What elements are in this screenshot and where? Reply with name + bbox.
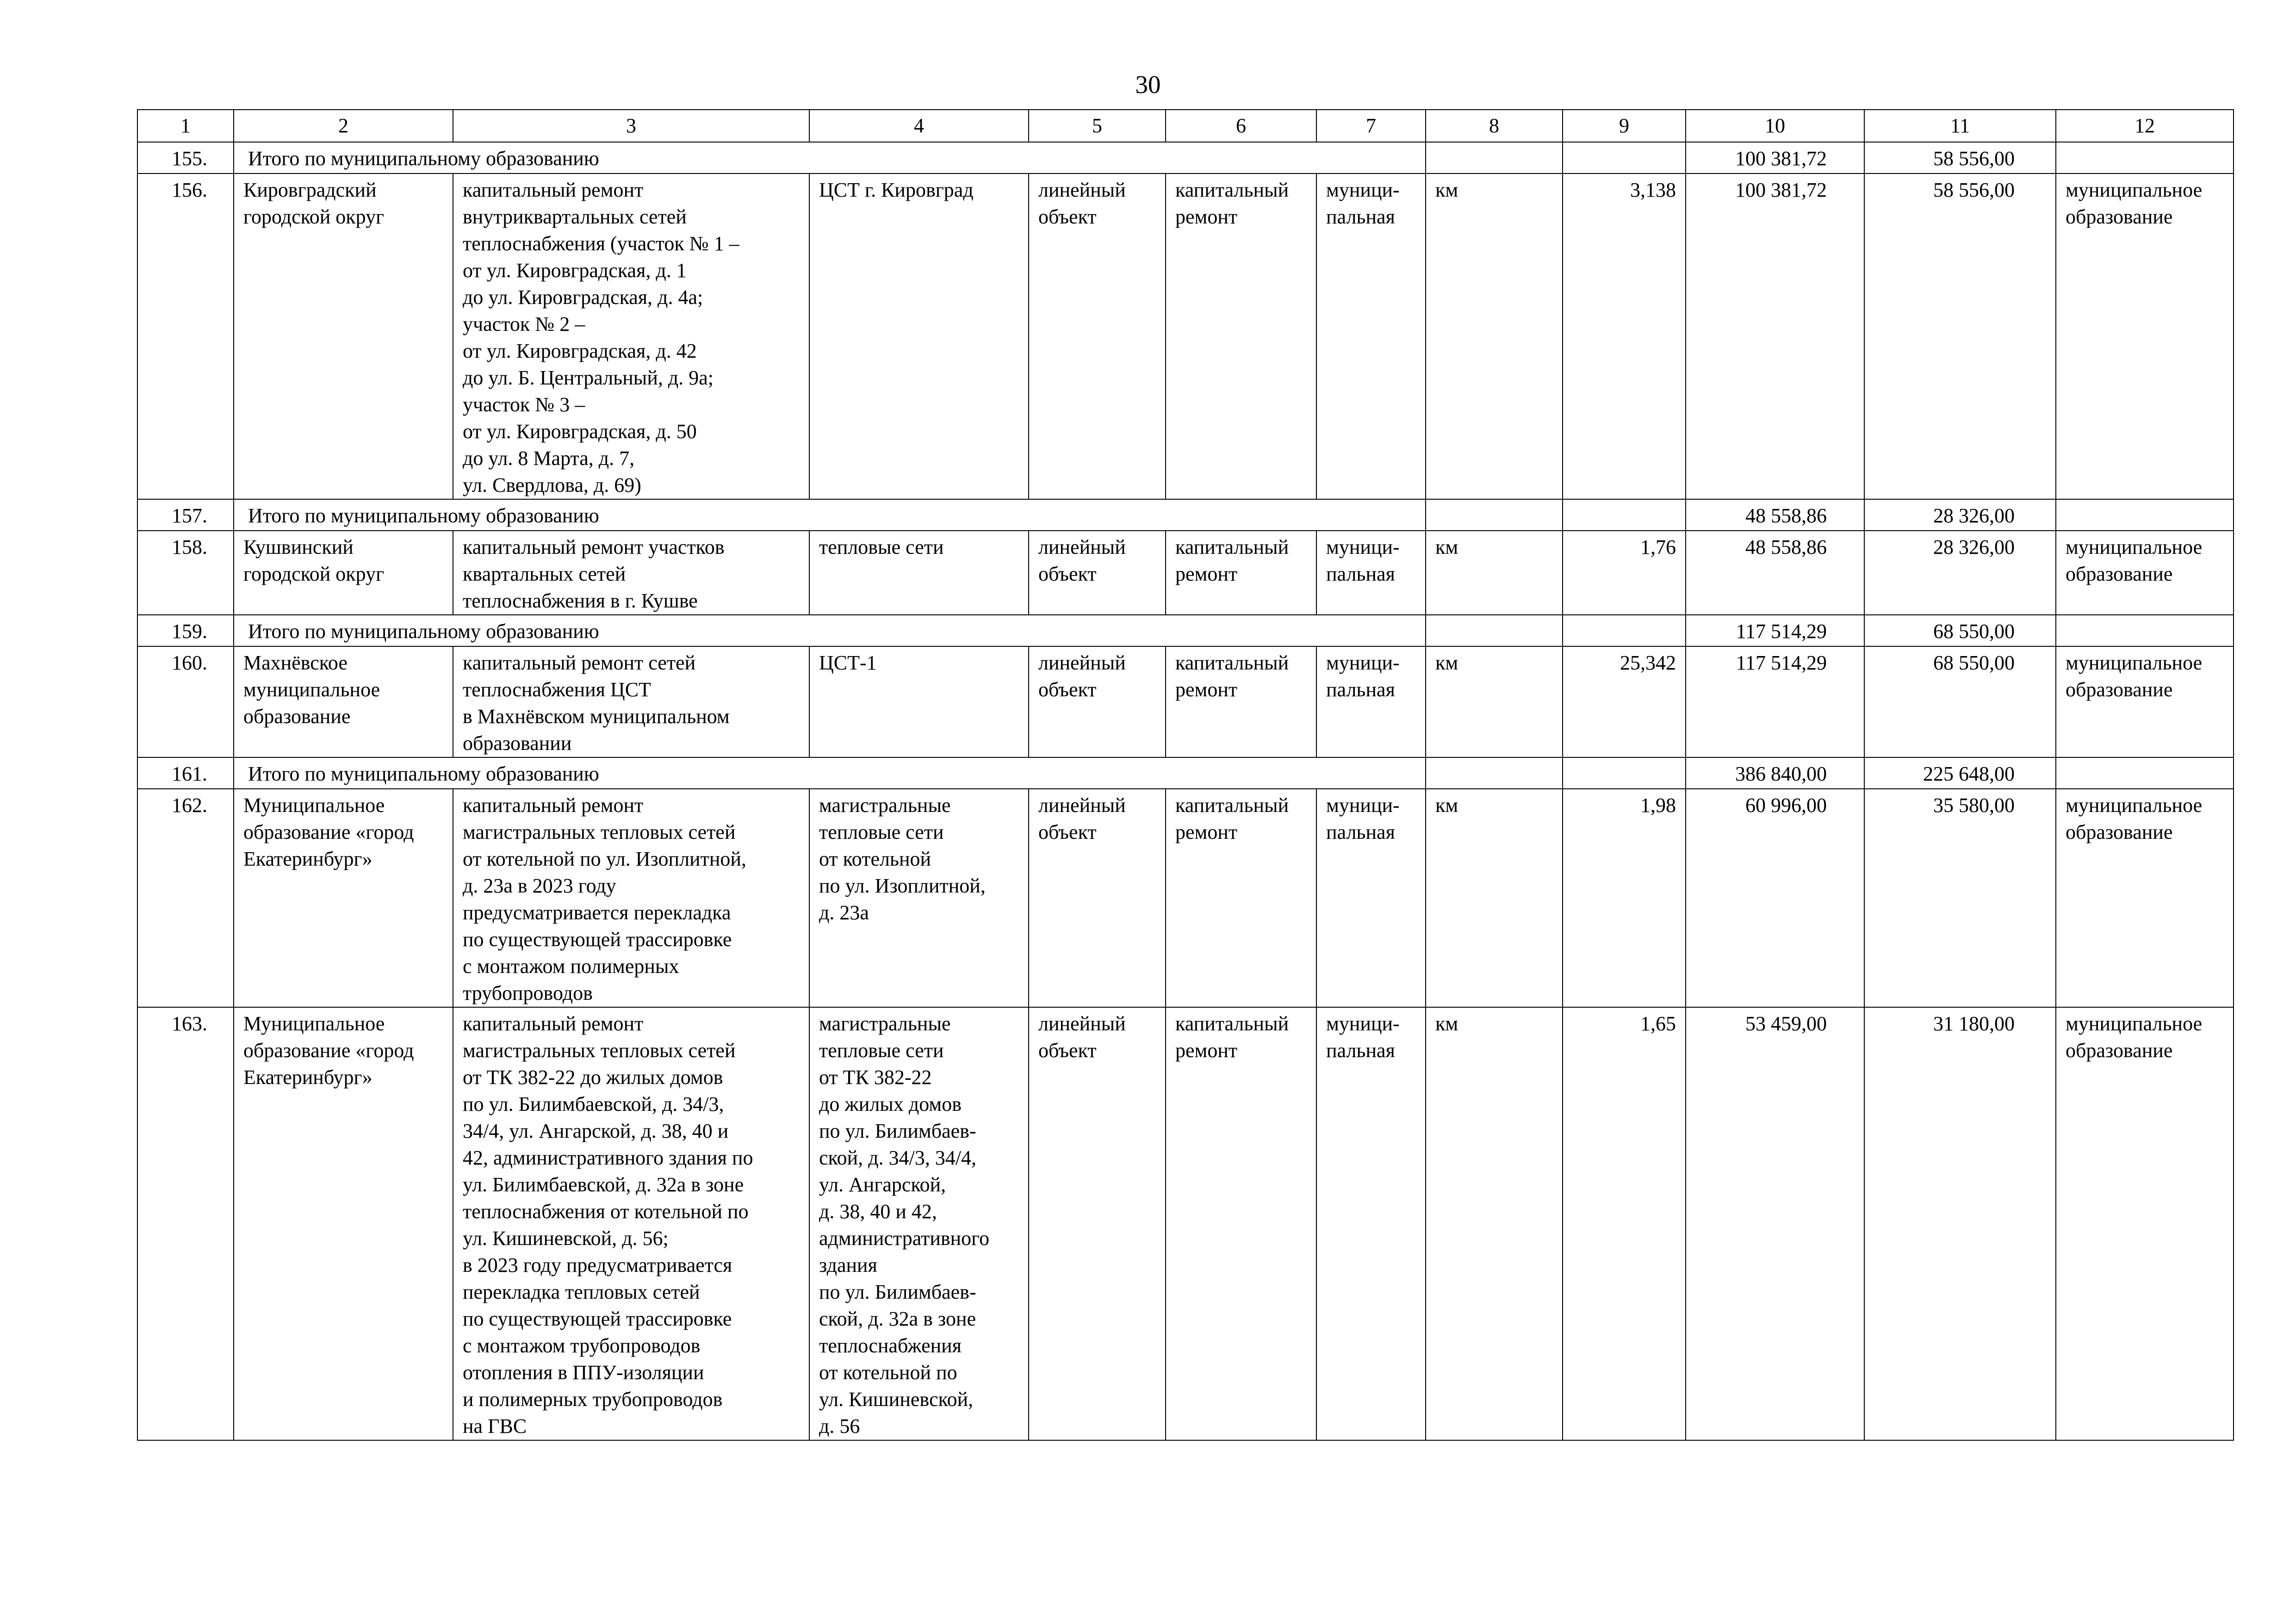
column-number: 10 (1686, 110, 1864, 142)
column-number: 7 (1316, 110, 1426, 142)
work-type-cell: капитальный ремонт (1166, 789, 1316, 1007)
quantity-cell: 25,342 (1563, 646, 1686, 757)
empty-cell (2056, 615, 2234, 646)
empty-cell (1563, 499, 1686, 531)
total-row (137, 499, 2234, 531)
work-type-cell: капитальный ремонт (1166, 646, 1316, 757)
value-col10-cell: 60 996,00 (1686, 789, 1864, 1007)
work-description-cell: капитальный ремонт участков квартальных сетей теплоснабжения в г. Кушве (453, 531, 809, 615)
total-label: Итого по муниципальному образованию (234, 615, 1426, 646)
column-number: 1 (137, 110, 234, 142)
object-name-cell: магистральные тепловые сети от котельной по ул. Изоплитной, д. 23а (809, 789, 1029, 1007)
total-label: Итого по муниципальному образованию (234, 757, 1426, 789)
column-number: 2 (234, 110, 453, 142)
table-row (137, 789, 2234, 1007)
customer-cell: муниципальное образование (2056, 789, 2234, 1007)
total-value-col10: 386 840,00 (1686, 757, 1864, 789)
quantity-cell: 1,98 (1563, 789, 1686, 1007)
object-name-cell: ЦСТ г. Кировград (809, 173, 1029, 499)
table-row (137, 1007, 2234, 1440)
municipality-cell: Муниципальное образование «город Екатеринбург» (234, 1007, 453, 1440)
empty-cell (1426, 615, 1563, 646)
empty-cell (2056, 142, 2234, 173)
work-description-cell: капитальный ремонт сетей теплоснабжения ЦСТ в Махнёвском муниципальном образовании (453, 646, 809, 757)
value-col11-cell: 35 580,00 (1864, 789, 2056, 1007)
empty-cell (1563, 142, 1686, 173)
column-number-row (137, 110, 2234, 142)
quantity-cell: 3,138 (1563, 173, 1686, 499)
object-type-cell: линейный объект (1029, 1007, 1166, 1440)
row-number: 162. (137, 789, 234, 1007)
total-value-col10: 117 514,29 (1686, 615, 1864, 646)
total-value-col11: 225 648,00 (1864, 757, 2056, 789)
column-number: 4 (809, 110, 1029, 142)
customer-cell: муниципальное образование (2056, 646, 2234, 757)
unit-cell: км (1426, 531, 1563, 615)
municipality-cell: Махнёвское муниципальное образование (234, 646, 453, 757)
municipality-cell: Муниципальное образование «город Екатеринбург» (234, 789, 453, 1007)
table-row (137, 173, 2234, 499)
object-type-cell: линейный объект (1029, 173, 1166, 499)
total-value-col10: 100 381,72 (1686, 142, 1864, 173)
page-number: 30 (1135, 70, 1161, 99)
column-number: 6 (1166, 110, 1316, 142)
work-description-cell: капитальный ремонт внутриквартальных сетей теплоснабжения (участок № 1 – от ул. Кировградская, д. 1 до ул. Кировградская, д. 4а; участок № 2 – от ул. Кировградская, д. 42 до ул. Б. Центральный, д. 9а; участок № 3 – от ул. Кировградская, д. 50 до ул. 8 Марта, д. 7, ул. Свердлова, д. 69) (453, 173, 809, 499)
empty-cell (1426, 142, 1563, 173)
row-number: 158. (137, 531, 234, 615)
column-number: 8 (1426, 110, 1563, 142)
work-description-cell: капитальный ремонт магистральных тепловых сетей от ТК 382-22 до жилых домов по ул. Билимбаевской, д. 34/3, 34/4, ул. Ангарской, д. 38, 40 и 42, административного здания по ул. Билимбаевской, д. 32а в зоне теплоснабжения от котельной по ул. Кишиневской, д. 56; в 2023 году предусматривается перекладка тепловых сетей по существующей трассировке с монтажом трубопроводов отопления в ППУ-изоляции и полимерных трубопроводов на ГВС (453, 1007, 809, 1440)
object-name-cell: тепловые сети (809, 531, 1029, 615)
total-row (137, 142, 2234, 173)
customer-cell: муниципальное образование (2056, 1007, 2234, 1440)
row-number: 157. (137, 499, 234, 531)
value-col10-cell: 48 558,86 (1686, 531, 1864, 615)
municipality-cell: Кировградский городской округ (234, 173, 453, 499)
work-type-cell: капитальный ремонт (1166, 173, 1316, 499)
empty-cell (1563, 757, 1686, 789)
total-value-col11: 58 556,00 (1864, 142, 2056, 173)
ownership-cell: муници- пальная (1316, 646, 1426, 757)
row-number: 155. (137, 142, 234, 173)
column-number: 5 (1029, 110, 1166, 142)
column-number: 11 (1864, 110, 2056, 142)
municipality-cell: Кушвинский городской округ (234, 531, 453, 615)
value-col11-cell: 58 556,00 (1864, 173, 2056, 499)
unit-cell: км (1426, 646, 1563, 757)
row-number: 156. (137, 173, 234, 499)
value-col10-cell: 100 381,72 (1686, 173, 1864, 499)
object-type-cell: линейный объект (1029, 646, 1166, 757)
value-col11-cell: 28 326,00 (1864, 531, 2056, 615)
value-col11-cell: 31 180,00 (1864, 1007, 2056, 1440)
table-row (137, 646, 2234, 757)
column-number: 9 (1563, 110, 1686, 142)
total-value-col11: 28 326,00 (1864, 499, 2056, 531)
ownership-cell: муници- пальная (1316, 1007, 1426, 1440)
total-label: Итого по муниципальному образованию (234, 142, 1426, 173)
empty-cell (2056, 757, 2234, 789)
quantity-cell: 1,76 (1563, 531, 1686, 615)
object-name-cell: ЦСТ-1 (809, 646, 1029, 757)
unit-cell: км (1426, 789, 1563, 1007)
column-number: 12 (2056, 110, 2234, 142)
object-name-cell: магистральные тепловые сети от ТК 382-22 до жилых домов по ул. Билимбаев- ской, д. 34/3, 34/4, ул. Ангарской, д. 38, 40 и 42, административного здания по ул. Билимбаев- ской, д. 32а в зоне теплоснабжения от котельной по ул. Кишиневской, д. 56 (809, 1007, 1029, 1440)
unit-cell: км (1426, 1007, 1563, 1440)
empty-cell (1426, 499, 1563, 531)
customer-cell: муниципальное образование (2056, 173, 2234, 499)
value-col10-cell: 53 459,00 (1686, 1007, 1864, 1440)
table-row (137, 531, 2234, 615)
empty-cell (1426, 757, 1563, 789)
row-number: 163. (137, 1007, 234, 1440)
row-number: 160. (137, 646, 234, 757)
total-value-col11: 68 550,00 (1864, 615, 2056, 646)
quantity-cell: 1,65 (1563, 1007, 1686, 1440)
ownership-cell: муници- пальная (1316, 173, 1426, 499)
total-row (137, 757, 2234, 789)
object-type-cell: линейный объект (1029, 531, 1166, 615)
value-col11-cell: 68 550,00 (1864, 646, 2056, 757)
work-type-cell: капитальный ремонт (1166, 531, 1316, 615)
ownership-cell: муници- пальная (1316, 531, 1426, 615)
investment-table (137, 109, 2234, 1441)
row-number: 161. (137, 757, 234, 789)
empty-cell (2056, 499, 2234, 531)
unit-cell: км (1426, 173, 1563, 499)
empty-cell (1563, 615, 1686, 646)
work-description-cell: капитальный ремонт магистральных тепловых сетей от котельной по ул. Изоплитной, д. 23а в 2023 году предусматривается перекладка по существующей трассировке с монтажом полимерных трубопроводов (453, 789, 809, 1007)
customer-cell: муниципальное образование (2056, 531, 2234, 615)
value-col10-cell: 117 514,29 (1686, 646, 1864, 757)
total-value-col10: 48 558,86 (1686, 499, 1864, 531)
total-label: Итого по муниципальному образованию (234, 499, 1426, 531)
work-type-cell: капитальный ремонт (1166, 1007, 1316, 1440)
column-number: 3 (453, 110, 809, 142)
row-number: 159. (137, 615, 234, 646)
object-type-cell: линейный объект (1029, 789, 1166, 1007)
total-row (137, 615, 2234, 646)
ownership-cell: муници- пальная (1316, 789, 1426, 1007)
